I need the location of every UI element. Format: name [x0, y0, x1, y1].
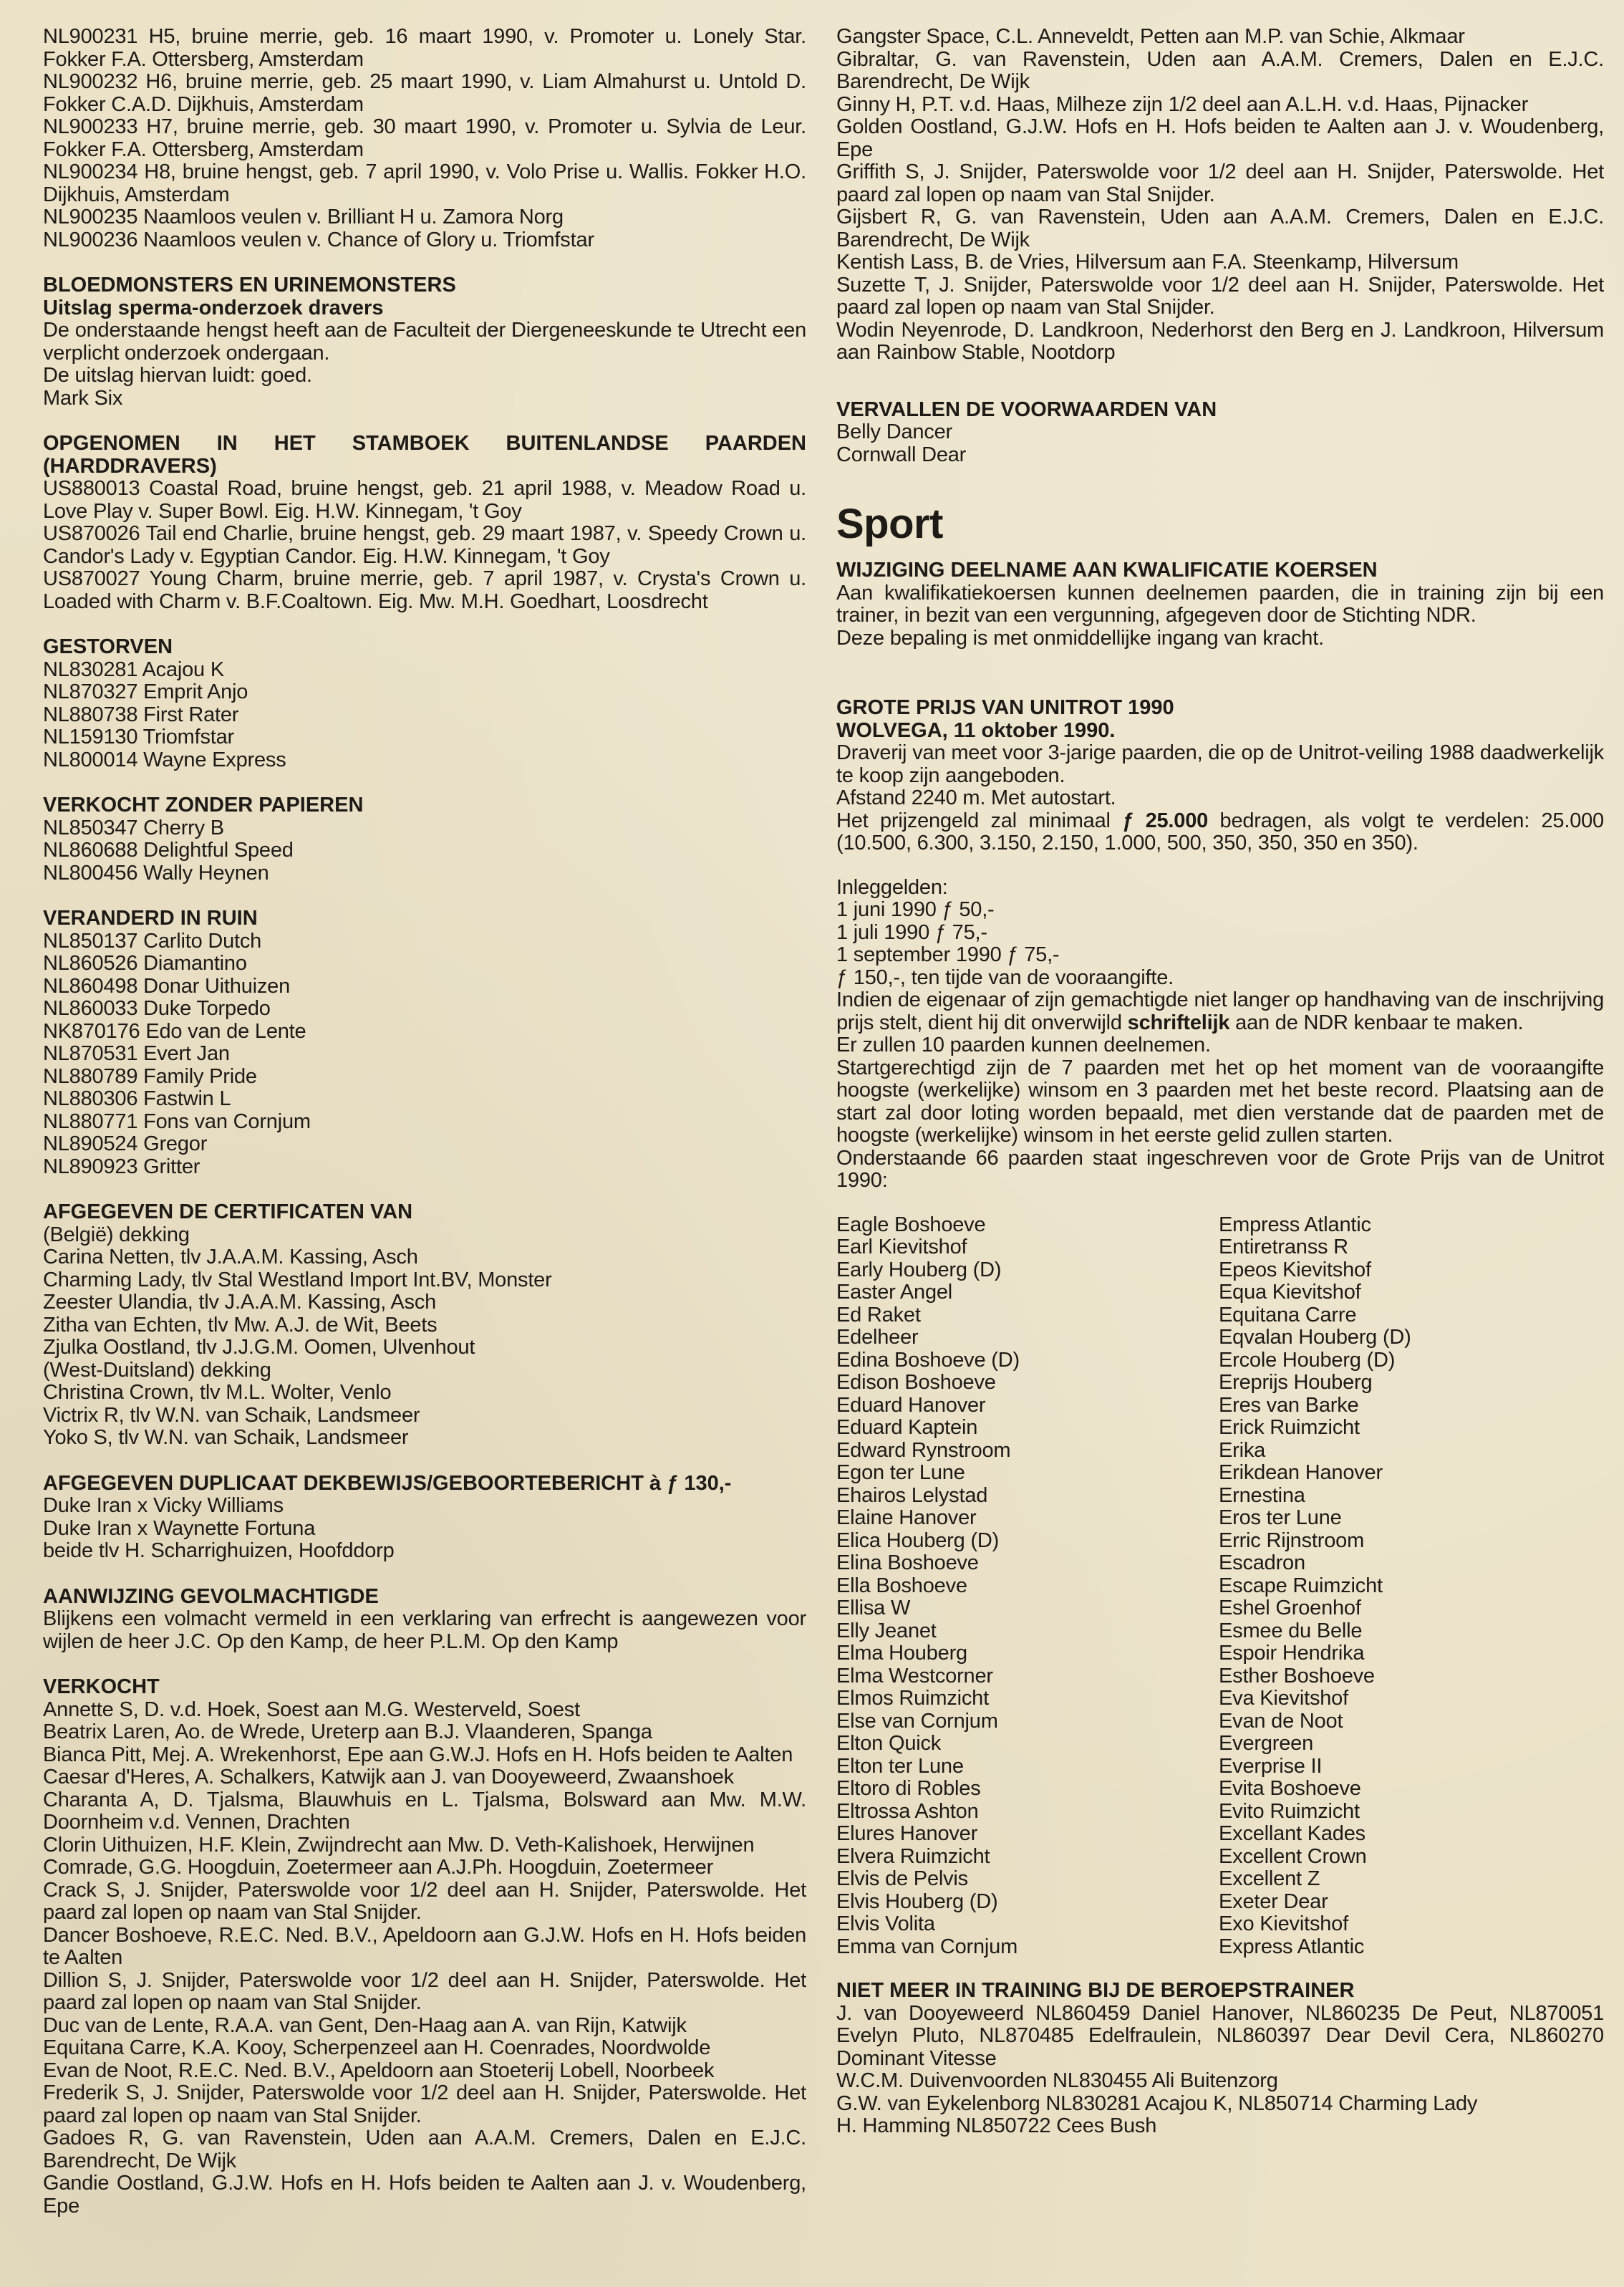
list-item: NL890524 Gregor — [43, 1132, 208, 1155]
horse-entry: Elvis Volita — [836, 1912, 935, 1935]
list-item: NL870531 Evert Jan — [43, 1042, 230, 1065]
horse-entry: Evita Boshoeve — [1219, 1777, 1361, 1800]
horse-entry: Ereprijs Houberg — [1219, 1371, 1373, 1394]
horse-entry: Early Houberg (D) — [836, 1258, 1002, 1281]
horse-entry: Emma van Cornjum — [836, 1935, 1018, 1958]
trainer-entry: H. Hamming NL850722 Cees Bush — [836, 2114, 1157, 2137]
sale-entry: Gadoes R, G. van Ravenstein, Uden aan A.A.M. Cremers, Dalen en E.J.C. Barendrecht, De Wijk — [43, 2127, 806, 2172]
horse-entry: Eduard Kaptein — [836, 1416, 978, 1439]
sale-entry: Bianca Pitt, Mej. A. Wrekenhorst, Epe aan G.W.J. Hofs en H. Hofs beiden te Aalten — [43, 1743, 793, 1766]
horse-entry: Express Atlantic — [1219, 1935, 1365, 1958]
sport-title: Sport — [836, 501, 943, 547]
list-item: NL880306 Fastwin L — [43, 1087, 231, 1110]
list-item: Duke Iran x Vicky Williams — [43, 1494, 284, 1517]
stamboek-entry: US870026 Tail end Charlie, bruine hengst, geb. 29 maart 1987, v. Speedy Crown u. Candor's Lady v. Egyptian Candor. Eig. H.W. Kinnegam, 't Goy — [43, 522, 806, 568]
prize-text: Het prijzengeld zal minimaal — [836, 809, 1123, 832]
list-item: Charming Lady, tlv Stal Westland Import Int.BV, Monster — [43, 1268, 552, 1291]
paragraph: Blijkens een volmacht vermeld in een verklaring van erfrecht is aangewezen voor wijlen de heer J.C. Op den Kamp, de heer P.L.M. Op den Kamp — [43, 1607, 806, 1653]
niet-meer-section — [836, 1980, 1604, 2138]
wijziging-section — [836, 559, 1604, 650]
list-item: NL850137 Carlito Dutch — [43, 929, 262, 953]
sale-entry: Frederik S, J. Snijder, Paterswolde voor 1/2 deel aan H. Snijder, Paterswolde. Het paard zal lopen op naam van Stal Snijder. — [43, 2081, 806, 2127]
horse-entry: Erika — [1219, 1438, 1266, 1462]
sale-entry: Gangster Space, C.L. Anneveldt, Petten aan M.P. van Schie, Alkmaar — [836, 25, 1465, 48]
horse-list — [836, 1214, 1604, 1959]
list-item: beide tlv H. Scharrighuizen, Hoofddorp — [43, 1539, 395, 1562]
list-item: Zeester Ulandia, tlv J.A.A.M. Kassing, Asch — [43, 1291, 437, 1314]
list-item: NL800456 Wally Heynen — [43, 861, 269, 885]
horse-entry: Eagle Boshoeve — [836, 1213, 986, 1236]
section-heading: VERVALLEN DE VOORWAARDEN VAN — [836, 398, 1217, 421]
duplicaat-section — [43, 1473, 806, 1563]
list-item: NL860498 Donar Uithuizen — [43, 974, 291, 998]
grote-prijs-section — [836, 697, 1604, 1958]
sale-entry: Clorin Uithuizen, H.F. Klein, Zwijndrecht aan Mw. D. Veth-Kalishoek, Herwijnen — [43, 1833, 755, 1857]
paragraph: Startgerechtigd zijn de 7 paarden met het op het moment van de vooraangifte hoogste (werkelijke) winsom en 3 paarden met het beste record. Plaatsing aan de start zal door loting worden bepaald, met dien verstande dat de paarden met de hoogste (werkelijke) winsom in het eerste gelid zullen starten. — [836, 1056, 1604, 1147]
section-heading: VERANDERD IN RUIN — [43, 907, 258, 930]
sale-entry: Dancer Boshoeve, R.E.C. Ned. B.V., Apeldoorn aan G.J.W. Hofs en H. Hofs beiden te Aalten — [43, 1923, 806, 1969]
horse-entry: Ernestina — [1219, 1483, 1305, 1507]
list-item: Belly Dancer — [836, 420, 952, 443]
horse-entry: Egon ter Lune — [836, 1461, 965, 1484]
horse-entry: Espoir Hendrika — [1219, 1642, 1365, 1665]
left-column — [43, 26, 806, 2218]
horse-list-column-1 — [836, 1214, 1219, 1959]
horse-entry: Elvis Houberg (D) — [836, 1889, 998, 1913]
horse-entry: Elly Jeanet — [836, 1619, 937, 1642]
list-item: Carina Netten, tlv J.A.A.M. Kassing, Asch — [43, 1246, 418, 1268]
horse-entry: Excellant Kades — [1219, 1822, 1366, 1845]
list-item: NL890923 Gritter — [43, 1155, 200, 1178]
horse-entry: Elmos Ruimzicht — [836, 1687, 989, 1710]
horse-entry: Eduard Hanover — [836, 1393, 986, 1417]
horse-entry: Exeter Dear — [1219, 1889, 1328, 1913]
section-heading: VERKOCHT ZONDER PAPIEREN — [43, 794, 364, 817]
horse-entry: Eshel Groenhof — [1219, 1597, 1361, 1619]
paragraph: Mark Six — [43, 386, 123, 410]
horse-entry: Equa Kievitshof — [1219, 1281, 1361, 1304]
horse-entry: Esther Boshoeve — [1219, 1664, 1375, 1687]
list-item: Christina Crown, tlv M.L. Wolter, Venlo — [43, 1381, 392, 1404]
list-item: NL159130 Triomfstar — [43, 726, 234, 748]
horse-entry: Eres van Barke — [1219, 1393, 1359, 1417]
horse-entry: Edward Rynstroom — [836, 1438, 1011, 1462]
sale-entry: Wodin Neyenrode, D. Landkroon, Nederhorst den Berg en J. Landkroon, Hilversum aan Rainbow Stable, Nootdorp — [836, 318, 1604, 364]
sale-entry: Golden Oostland, G.J.W. Hofs en H. Hofs beiden te Aalten aan J. v. Woudenberg, Epe — [836, 115, 1604, 161]
horse-entry: Entiretranss R — [1219, 1236, 1348, 1258]
sale-entry: Ginny H, P.T. v.d. Haas, Milheze zijn 1/2 deel aan A.L.H. v.d. Haas, Pijnacker — [836, 92, 1529, 116]
registration-entry: NL900231 H5, bruine merrie, geb. 16 maart 1990, v. Promoter u. Lonely Star. Fokker F.A. Ottersberg, Amsterdam — [43, 25, 806, 71]
list-item: NK870176 Edo van de Lente — [43, 1019, 306, 1043]
section-heading: WIJZIGING DEELNAME AAN KWALIFICATIE KOERSEN — [836, 559, 1378, 582]
horse-entry: Erikdean Hanover — [1219, 1461, 1383, 1484]
horse-entry: Elvis de Pelvis — [836, 1867, 968, 1890]
list-item: NL880738 First Rater — [43, 703, 239, 726]
horse-entry: Epeos Kievitshof — [1219, 1258, 1371, 1281]
sale-entry: Comrade, G.G. Hoogduin, Zoetermeer aan A.J.Ph. Hoogduin, Zoetermeer — [43, 1856, 714, 1879]
verkocht-continued — [836, 26, 1604, 365]
list-item: Cornwall Dear — [836, 443, 967, 466]
sale-entry: Gijsbert R, G. van Ravenstein, Uden aan A.A.M. Cremers, Dalen en E.J.C. Barendrecht, De Wijk — [836, 206, 1604, 251]
registration-entry: NL900232 H6, bruine merrie, geb. 25 maart 1990, v. Liam Almahurst u. Untold D. Fokker C.A.D. Dijkhuis, Amsterdam — [43, 70, 806, 116]
trainer-entry: G.W. van Eykelenborg NL830281 Acajou K, NL850714 Charming Lady — [836, 2091, 1478, 2115]
paragraph: Onderstaande 66 paarden staat ingeschreven voor de Grote Prijs van de Unitrot 1990: — [836, 1146, 1604, 1192]
list-item: NL860526 Diamantino — [43, 952, 247, 975]
vervallen-section — [836, 399, 1604, 467]
horse-entry: Esmee du Belle — [1219, 1619, 1363, 1642]
prize-amount: ƒ 25.000 — [1122, 809, 1209, 832]
section-heading: AFGEGEVEN DUPLICAAT DEKBEWIJS/GEBOORTEBERICHT à ƒ 130,- — [43, 1471, 732, 1495]
emphasis: schriftelijk — [1127, 1011, 1230, 1034]
paragraph: Afstand 2240 m. Met autostart. — [836, 786, 1116, 809]
sale-entry: Dillion S, J. Snijder, Paterswolde voor 1/2 deel aan H. Snijder, Paterswolde. Het paard zal lopen op naam van Stal Snijder. — [43, 1968, 806, 2014]
sale-entry: Charanta A, D. Tjalsma, Blauwhuis en L. Tjalsma, Bolsward aan Mw. M.W. Doornheim v.d. Vennen, Drachten — [43, 1788, 806, 1834]
horse-entry: Evan de Noot — [1219, 1709, 1343, 1733]
horse-entry: Elma Westcorner — [836, 1664, 993, 1687]
paragraph: De onderstaande hengst heeft aan de Faculteit der Diergeneeskunde te Utrecht een verplicht onderzoek ondergaan. — [43, 319, 806, 365]
section-heading: VERKOCHT — [43, 1675, 160, 1698]
list-item: 1 juli 1990 ƒ 75,- — [836, 920, 987, 944]
sale-entry: Caesar d'Heres, A. Schalkers, Katwijk aan J. van Dooyeweerd, Zwaanshoek — [43, 1766, 734, 1788]
horse-entry: Ercole Houberg (D) — [1219, 1348, 1396, 1372]
horse-entry: Eros ter Lune — [1219, 1506, 1342, 1529]
right-column — [836, 26, 1604, 2138]
paragraph: Aan kwalifikatiekoersen kunnen deelnemen paarden, die in training zijn bij een trainer, in bezit van een vergunning, afgegeven door de Stichting NDR. — [836, 581, 1604, 627]
section-subheading: Uitslag sperma-onderzoek dravers — [43, 296, 384, 319]
list-item: NL850347 Cherry B — [43, 816, 224, 839]
list-item: ƒ 150,-, ten tijde van de vooraangifte. — [836, 966, 1174, 989]
horse-entry: Eva Kievitshof — [1219, 1687, 1348, 1710]
gevolmachtigde-section — [43, 1586, 806, 1654]
horse-entry: Excellent Crown — [1219, 1844, 1367, 1868]
paragraph: De uitslag hiervan luidt: goed. — [43, 364, 312, 387]
list-item: Zitha van Echten, tlv Mw. A.J. de Wit, Beets — [43, 1313, 438, 1337]
sale-entry: Kentish Lass, B. de Vries, Hilversum aan F.A. Steenkamp, Hilversum — [836, 251, 1459, 274]
stamboek-section — [43, 433, 806, 613]
list-item: Victrix R, tlv W.N. van Schaik, Landsmeer — [43, 1403, 420, 1427]
ruin-section — [43, 907, 806, 1178]
horse-entry: Elures Hanover — [836, 1822, 978, 1845]
gestorven-section — [43, 636, 806, 771]
horse-entry: Eltrossa Ashton — [836, 1799, 979, 1823]
list-item: Yoko S, tlv W.N. van Schaik, Landsmeer — [43, 1426, 409, 1449]
horse-entry: Evito Ruimzicht — [1219, 1799, 1360, 1823]
section-heading: GROTE PRIJS VAN UNITROT 1990 — [836, 696, 1174, 719]
zonder-papieren-section — [43, 794, 806, 885]
list-item: NL860688 Delightful Speed — [43, 839, 294, 862]
sale-entry: Annette S, D. v.d. Hoek, Soest aan M.G. Westerveld, Soest — [43, 1698, 580, 1721]
prize-text: bedragen, als volgt te verdelen: 25.000 (10.500, 6.300, 3.150, 2.150, 1.000, 500, 350, 350, 350 en 350). — [836, 809, 1604, 854]
sale-entry: Equitana Carre, K.A. Kooy, Scherpenzeel aan H. Coenrades, Noordwolde — [43, 2036, 711, 2059]
list-item: (België) dekking — [43, 1223, 190, 1246]
trainer-entry: W.C.M. Duivenvoorden NL830455 Ali Buitenzorg — [836, 2069, 1278, 2092]
paragraph: Deze bepaling is met onmiddellijke ingang van kracht. — [836, 626, 1324, 650]
horse-entry: Else van Cornjum — [836, 1709, 998, 1733]
registration-entry: NL900236 Naamloos veulen v. Chance of Glory u. Triomfstar — [43, 228, 594, 251]
horse-entry: Equitana Carre — [1219, 1303, 1357, 1327]
trainer-entry: J. van Dooyeweerd NL860459 Daniel Hanover, NL860235 De Peut, NL870051 Evelyn Pluto, NL870485 Edelfraulein, NL860397 Dear Devil Cera, NL860270 Dominant Vitesse — [836, 2001, 1604, 2070]
horse-entry: Earl Kievitshof — [836, 1236, 967, 1258]
horse-entry: Erick Ruimzicht — [1219, 1416, 1360, 1439]
horse-entry: Excellent Z — [1219, 1867, 1320, 1890]
section-heading: BLOEDMONSTERS EN URINEMONSTERS — [43, 274, 456, 297]
horse-entry: Ehairos Lelystad — [836, 1483, 988, 1507]
prize-paragraph — [836, 810, 1604, 855]
paragraph: Draverij van meet voor 3-jarige paarden, die op de Unitrot-veiling 1988 daadwerkelijk te koop zijn aangeboden. — [836, 741, 1604, 787]
verkocht-section — [43, 1676, 806, 2218]
horse-entry: Edina Boshoeve (D) — [836, 1348, 1020, 1372]
section-heading: GESTORVEN — [43, 635, 173, 658]
sale-entry: Evan de Noot, R.E.C. Ned. B.V., Apeldoorn aan Stoeterij Lobell, Noorbeek — [43, 2059, 715, 2082]
registration-entry: NL900234 H8, bruine hengst, geb. 7 april 1990, v. Volo Prise u. Wallis. Fokker H.O. Dijkhuis, Amsterdam — [43, 160, 806, 206]
list-item: Duke Iran x Waynette Fortuna — [43, 1516, 316, 1540]
section-heading: AANWIJZING GEVOLMACHTIGDE — [43, 1584, 379, 1608]
horse-entry: Edelheer — [836, 1326, 919, 1349]
horse-entry: Elina Boshoeve — [836, 1551, 979, 1574]
horse-entry: Elvera Ruimzicht — [836, 1844, 990, 1868]
horse-entry: Eltoro di Robles — [836, 1777, 981, 1800]
sale-entry: Beatrix Laren, Ao. de Wrede, Ureterp aan B.J. Vlaanderen, Spanga — [43, 1720, 652, 1743]
horse-entry: Exo Kievitshof — [1219, 1912, 1348, 1935]
section-heading: AFGEGEVEN DE CERTIFICATEN VAN — [43, 1200, 413, 1223]
bloedmonsters-section — [43, 274, 806, 410]
horse-entry: Erric Rijnstroom — [1219, 1528, 1365, 1552]
sale-entry: Crack S, J. Snijder, Paterswolde voor 1/2 deel aan H. Snijder, Paterswolde. Het paard zal lopen op naam van Stal Snijder. — [43, 1878, 806, 1924]
section-subheading: WOLVEGA, 11 oktober 1990. — [836, 718, 1116, 742]
horse-entry: Elica Houberg (D) — [836, 1528, 1000, 1552]
horse-entry: Escape Ruimzicht — [1219, 1574, 1383, 1597]
horse-entry: Elaine Hanover — [836, 1506, 977, 1529]
paragraph — [836, 989, 1604, 1034]
sale-entry: Gandie Oostland, G.J.W. Hofs en H. Hofs beiden te Aalten aan J. v. Woudenberg, Epe — [43, 2172, 806, 2218]
list-item: 1 juni 1990 ƒ 50,- — [836, 898, 995, 921]
horse-entry: Eqvalan Houberg (D) — [1219, 1326, 1411, 1349]
horse-entry: Elma Houberg — [836, 1642, 967, 1665]
list-item: Inleggelden: — [836, 875, 948, 899]
section-heading: NIET MEER IN TRAINING BIJ DE BEROEPSTRAINER — [836, 1979, 1355, 2002]
text: aan de NDR kenbaar te maken. — [1229, 1011, 1524, 1034]
horse-entry: Easter Angel — [836, 1281, 953, 1304]
registration-entry: NL900233 H7, bruine merrie, geb. 30 maart 1990, v. Promoter u. Sylvia de Leur. Fokker F.A. Ottersberg, Amsterdam — [43, 115, 806, 161]
horse-entry: Elton ter Lune — [836, 1754, 964, 1778]
registration-list — [43, 26, 806, 251]
list-item: Zjulka Oostland, tlv J.J.G.M. Oomen, Ulvenhout — [43, 1336, 475, 1359]
certificaten-section — [43, 1201, 806, 1450]
horse-entry: Empress Atlantic — [1219, 1213, 1371, 1236]
sale-entry: Suzette T, J. Snijder, Paterswolde voor 1/2 deel aan H. Snijder, Paterswolde. Het paard zal lopen op naam van Stal Snijder. — [836, 273, 1604, 319]
sale-entry: Duc van de Lente, R.A.A. van Gent, Den-Haag aan A. van Rijn, Katwijk — [43, 2013, 687, 2037]
list-item: NL800014 Wayne Express — [43, 748, 286, 771]
horse-entry: Elton Quick — [836, 1732, 942, 1755]
list-item: NL870327 Emprit Anjo — [43, 680, 248, 703]
list-item: 1 september 1990 ƒ 75,- — [836, 943, 1060, 966]
horse-entry: Ellisa W — [836, 1597, 911, 1619]
horse-list-column-2 — [1219, 1214, 1598, 1959]
list-item: NL880789 Family Pride — [43, 1064, 257, 1088]
sale-entry: Griffith S, J. Snijder, Paterswolde voor 1/2 deel aan H. Snijder, Paterswolde. Het paard zal lopen op naam van Stal Snijder. — [836, 160, 1604, 206]
horse-entry: Escadron — [1219, 1551, 1305, 1574]
horse-entry: Everprise II — [1219, 1754, 1323, 1778]
list-item: NL880771 Fons van Cornjum — [43, 1109, 311, 1133]
list-item: NL860033 Duke Torpedo — [43, 997, 271, 1020]
horse-entry: Evergreen — [1219, 1732, 1313, 1755]
list-item: (West-Duitsland) dekking — [43, 1358, 271, 1382]
horse-entry: Ed Raket — [836, 1303, 921, 1327]
sale-entry: Gibraltar, G. van Ravenstein, Uden aan A.A.M. Cremers, Dalen en E.J.C. Barendrecht, De Wijk — [836, 47, 1604, 93]
stamboek-entry: US870027 Young Charm, bruine merrie, geb. 7 april 1987, v. Crysta's Crown u. Loaded with Charm v. B.F.Coaltown. Eig. Mw. M.H. Goedhart, Loosdrecht — [43, 567, 806, 613]
text: Indien de eigenaar of zijn gemachtigde niet langer op handhaving van de inschrijving prijs stelt, dient hij dit onverwijld — [836, 988, 1604, 1034]
registration-entry: NL900235 Naamloos veulen v. Brilliant H u. Zamora Norg — [43, 206, 564, 228]
stamboek-entry: US880013 Coastal Road, bruine hengst, geb. 21 april 1988, v. Meadow Road u. Love Play v. Super Bowl. Eig. H.W. Kinnegam, 't Goy — [43, 477, 806, 523]
paragraph: Er zullen 10 paarden kunnen deelnemen. — [836, 1034, 1211, 1056]
list-item: NL830281 Acajou K — [43, 658, 224, 681]
horse-entry: Edison Boshoeve — [836, 1371, 996, 1394]
section-heading: OPGENOMEN IN HET STAMBOEK BUITENLANDSE PAARDEN (HARDDRAVERS) — [43, 432, 806, 478]
horse-entry: Ella Boshoeve — [836, 1574, 967, 1597]
inleggelden — [836, 877, 1604, 990]
